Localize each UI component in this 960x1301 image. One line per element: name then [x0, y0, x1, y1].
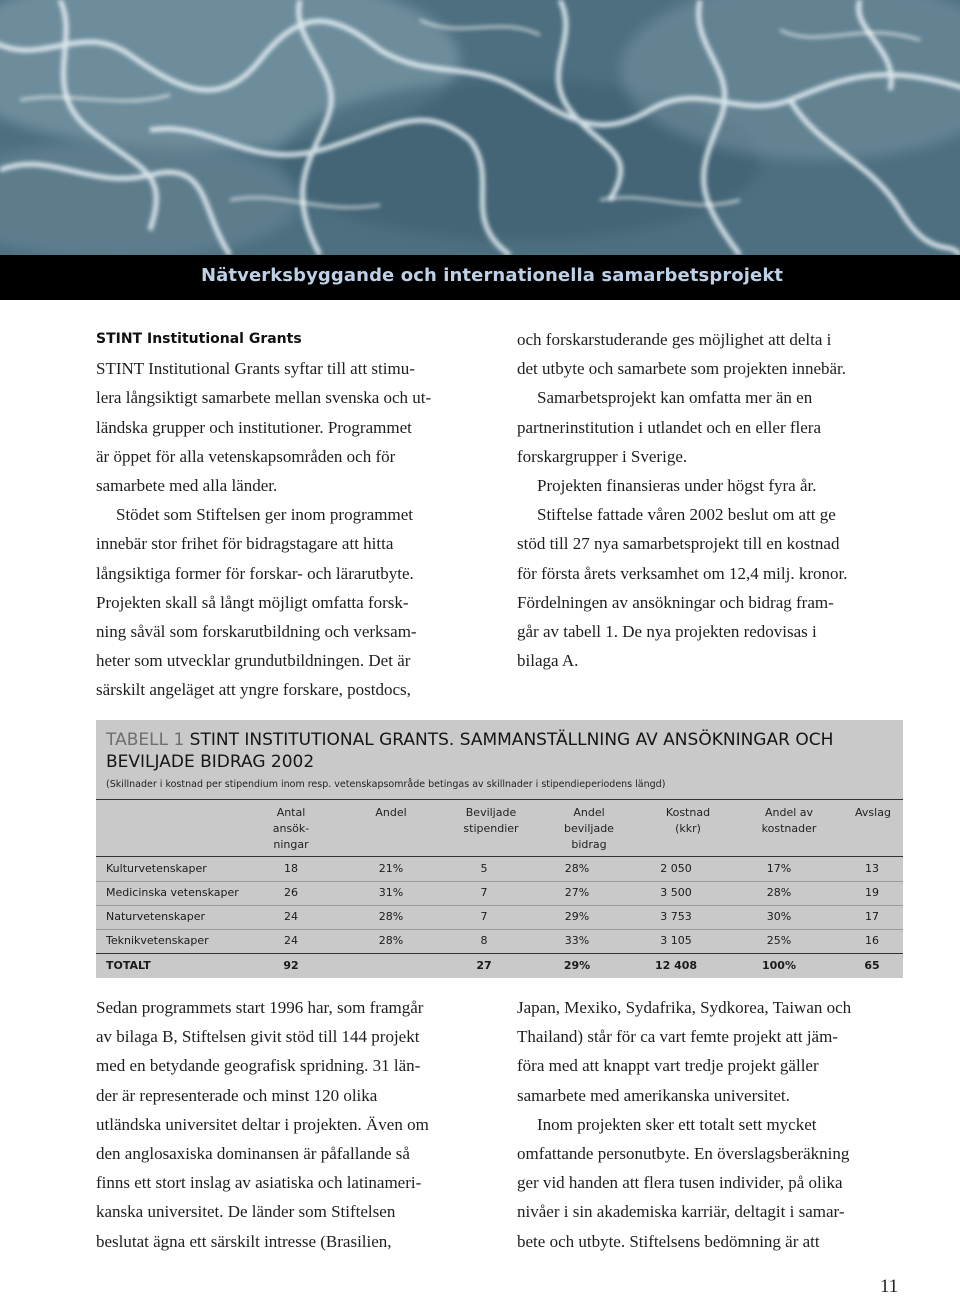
subsection-heading: STINT Institutional Grants	[96, 331, 302, 347]
text-line: samarbete med amerikanska universitet.	[517, 1085, 790, 1105]
column-header-andel: Andel	[375, 806, 407, 819]
table-rule	[96, 799, 903, 800]
text-line: går av tabell 1. De nya projekten redovisas i	[517, 622, 817, 642]
text-line: partnerinstitution i utlandet och en eller flera	[517, 417, 821, 437]
text-line: Sedan programmets start 1996 har, som framgår	[96, 998, 424, 1017]
table-note: (Skillnader i kostnad per stipendium inom resp. vetenskapsområde betingas av skillnader i stipendieperiodens längd)	[106, 779, 666, 790]
table-row: Teknikvetenskaper 24 28% 8 33% 3 105 25% 16	[106, 934, 879, 947]
text-line: ning såväl som forskarutbildning och verksam-	[96, 622, 417, 642]
table-label: TABELL 1	[106, 730, 185, 750]
text-line: utländska universitet deltar i projekten. Även om	[96, 1114, 429, 1134]
right-column-bottom	[517, 993, 917, 1256]
text-line: nivåer i sin akademiska karriär, deltagit i samar-	[517, 1202, 845, 1222]
text-line: för första årets verksamhet om 12,4 milj. kronor.	[517, 563, 848, 583]
column-header-beviljade: Beviljade stipendier	[463, 806, 519, 835]
text-line: stöd till 27 nya samarbetsprojekt till en kostnad	[517, 534, 840, 554]
column-header-andel-beviljade: Andel beviljade bidrag	[564, 806, 614, 851]
text-line: heter som utvecklar grundutbildningen. Det är	[96, 651, 411, 671]
text-line: Fördelningen av ansökningar och bidrag fram-	[517, 592, 834, 612]
table-row: Naturvetenskaper 24 28% 7 29% 3 753 30% 17	[106, 910, 879, 923]
text-line: Stiftelse fattade våren 2002 beslut om att ge	[537, 505, 836, 525]
text-line: långsiktiga former för forskar- och lärarutbyte.	[96, 563, 414, 583]
column-header-avslag: Avslag	[855, 806, 891, 819]
text-line: den anglosaxiska dominansen är påfallande så	[96, 1144, 410, 1164]
text-line: der är representerade och minst 120 olika	[96, 1085, 378, 1105]
text-line: Projekten finansieras under högst fyra år.	[537, 476, 817, 496]
text-line: finns ett stort inslag av asiatiska och latinameri-	[96, 1173, 422, 1193]
text-line: särskilt angeläget att yngre forskare, postdocs,	[96, 680, 411, 700]
text-line: STINT Institutional Grants syftar till att stimu-	[96, 359, 415, 379]
table-total-row: TOTALT 92 27 29% 12 408 100% 65	[106, 959, 880, 972]
table-title: STINT INSTITUTIONAL GRANTS. SAMMANSTÄLLNING AV ANSÖKNINGAR OCH BEVILJADE BIDRAG 2002	[106, 730, 834, 772]
text-line: av bilaga B, Stiftelsen givit stöd till 144 projekt	[96, 1027, 420, 1047]
column-header-kostnad: Kostnad (kkr)	[665, 806, 711, 835]
text-line: beslutat ägna ett särskilt intresse (Brasilien,	[96, 1231, 392, 1251]
text-line: med en betydande geografisk spridning. 31 län-	[96, 1056, 421, 1076]
text-line: Inom projekten sker ett totalt sett mycket	[537, 1114, 817, 1134]
text-line: bilaga A.	[517, 651, 579, 671]
table-row: Medicinska vetenskaper 26 31% 7 27% 3 500 28% 19	[106, 886, 879, 899]
table-caption	[106, 729, 886, 773]
intro-column	[96, 325, 486, 705]
column-header-antal: Antal ansök- ningar	[272, 806, 310, 851]
text-line: bete och utbyte. Stiftelsens bedömning är att	[517, 1231, 820, 1251]
left-column-bottom	[96, 993, 496, 1256]
text-line: Japan, Mexiko, Sydafrika, Sydkorea, Taiwan och	[517, 998, 852, 1017]
text-line: föra med att knappt vart tredje projekt gäller	[517, 1056, 819, 1076]
section-banner	[0, 255, 960, 300]
text-line: är öppet för alla vetenskapsområden och för	[96, 446, 396, 466]
text-line: forskargrupper i Sverige.	[517, 446, 688, 466]
text-line: lera långsiktigt samarbete mellan svenska och ut-	[96, 388, 432, 408]
text-line: Projekten skall så långt möjligt omfatta forsk-	[96, 592, 409, 612]
text-line: samarbete med alla länder.	[96, 476, 278, 496]
text-line: ländska grupper och institutioner. Programmet	[96, 417, 412, 437]
page-number: 11	[880, 1276, 899, 1297]
text-line: och forskarstuderande ges möjlighet att delta i	[517, 330, 832, 349]
column-header-andel-kostnader: Andel av kostnader	[761, 806, 817, 835]
table-grants-summary	[96, 720, 903, 978]
text-line: det utbyte och samarbete som projekten innebär.	[517, 359, 847, 379]
table-row: Kulturvetenskaper 18 21% 5 28% 2 050 17% 13	[106, 862, 879, 875]
right-column-top	[517, 325, 917, 675]
water-photo	[0, 0, 960, 255]
text-line: kanska universitet. De länder som Stiftelsen	[96, 1202, 396, 1222]
water-caustics-graphic	[0, 0, 960, 255]
text-line: innebär stor frihet för bidragstagare att hitta	[96, 534, 394, 554]
text-line: Samarbetsprojekt kan omfatta mer än en	[537, 388, 813, 408]
text-line: ger vid handen att flera tusen individer, på olika	[517, 1173, 843, 1193]
section-title: Nätverksbyggande och internationella samarbetsprojekt	[201, 265, 784, 286]
text-line: Thailand) står för ca vart femte projekt att jäm-	[517, 1027, 838, 1047]
text-line: omfattande personutbyte. En överslagsberäkning	[517, 1144, 850, 1164]
text-line: Stödet som Stiftelsen ger inom programmet	[116, 505, 413, 525]
